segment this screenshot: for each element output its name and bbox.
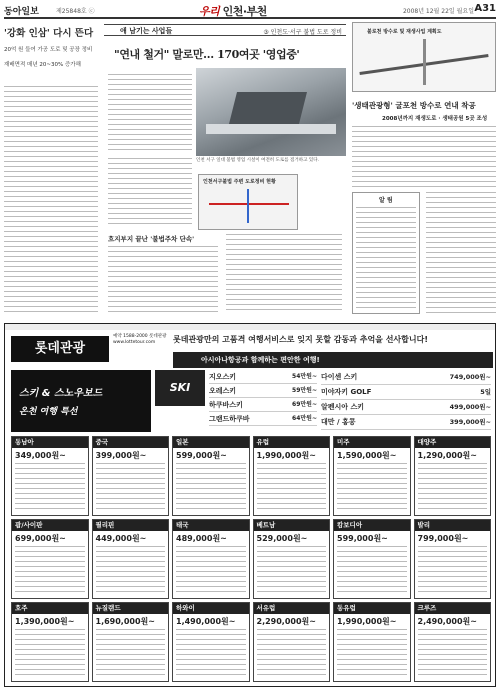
feature-map	[198, 174, 298, 230]
right-body-text	[352, 126, 496, 190]
package-details	[15, 546, 85, 595]
package-details	[96, 546, 166, 595]
package-price: 349,000원~	[15, 451, 66, 460]
package-details	[337, 463, 407, 512]
map-road-2	[423, 39, 426, 85]
package-price: 1,290,000원~	[417, 451, 477, 460]
travel-advertisement	[4, 323, 496, 687]
package-region: 뉴질랜드	[93, 603, 169, 614]
resort-list	[321, 370, 491, 432]
masthead	[4, 3, 496, 19]
left-subline-2: 재배면적 매년 20~30% 증가해	[4, 61, 81, 68]
package-price: 1,690,000원~	[95, 617, 155, 626]
left-body-text	[4, 86, 98, 312]
section-name: 인천·부천	[222, 5, 267, 18]
paper-name: 동아일보	[4, 7, 39, 17]
package-cell	[92, 602, 170, 682]
series-label: 애 남기는 사업들	[120, 27, 173, 35]
right-subline: 2008년까지 재생도로 · 생태공원 5곳 조성	[382, 116, 488, 122]
photo-caption: 인천 서구 일대 불법 영업 시설이 여전히 도로를 점거하고 있다.	[196, 158, 319, 163]
package-details	[96, 629, 166, 678]
package-cell	[92, 519, 170, 599]
feature-subheading: 흐지부지 끝난 '불법주차 단속'	[108, 235, 195, 243]
package-cell	[172, 519, 250, 599]
package-region: 괌/사이판	[12, 520, 88, 531]
hero-line-1: 스키 & 스노우보드	[19, 388, 103, 399]
package-price: 799,000원~	[417, 534, 469, 543]
right-article	[352, 22, 496, 318]
package-cell	[333, 519, 411, 599]
destination-item: 하쿠바스키 69만원~	[209, 398, 317, 412]
package-region: 태국	[173, 520, 249, 531]
destination-price: 69만원~	[292, 401, 317, 408]
map-route-line	[209, 203, 289, 205]
destination-price: 54만원~	[292, 373, 317, 380]
section-prefix: 우리	[199, 5, 220, 18]
package-details	[418, 629, 488, 678]
package-details	[176, 546, 246, 595]
package-cell	[414, 436, 492, 516]
issue-date: 2008년 12월 22일 월요일	[402, 8, 474, 15]
package-price: 1,390,000원~	[15, 617, 75, 626]
package-price: 699,000원~	[15, 534, 66, 543]
package-region: 일본	[173, 437, 249, 448]
notice-box	[352, 192, 420, 314]
package-details	[257, 463, 327, 512]
package-price: 599,000원~	[337, 534, 388, 543]
package-region: 크루즈	[415, 603, 491, 614]
right-map-title: 불로천 방수로 및 재생사업 계획도	[367, 29, 442, 35]
package-cell	[172, 602, 250, 682]
package-cell	[253, 519, 331, 599]
section-title	[199, 3, 267, 19]
package-region: 유럽	[254, 437, 330, 448]
page-number: A31	[474, 3, 496, 14]
package-cell	[11, 602, 89, 682]
package-price: 399,000원~	[95, 451, 147, 460]
package-region: 대양주	[415, 437, 491, 448]
package-details	[96, 463, 166, 512]
ad-airline-bar: 아시아나항공과 함께하는 편안한 여행!	[173, 352, 493, 368]
feature-series-tag	[104, 24, 346, 36]
issue-number: 제25848호 ⓒ	[56, 8, 95, 15]
package-cell	[11, 519, 89, 599]
feature-body-text-4	[226, 234, 342, 312]
package-details	[418, 463, 488, 512]
package-region: 서유럽	[254, 603, 330, 614]
series-subtitle: ③ 인천도·서구 불법 도로 정비	[263, 29, 342, 36]
notice-body	[356, 207, 416, 311]
package-price: 1,590,000원~	[337, 451, 397, 460]
package-region: 동남아	[12, 437, 88, 448]
feature-article	[104, 22, 346, 318]
feature-headline: "연내 철거" 말로만… 170여곳 '영업중'	[114, 48, 300, 61]
package-cell	[92, 436, 170, 516]
notice-title: 알 림	[379, 197, 393, 204]
package-details	[257, 546, 327, 595]
resort-item: 알펜시아 스키 499,000원~	[321, 400, 491, 415]
package-details	[337, 546, 407, 595]
destination-price: 59만원~	[292, 387, 317, 394]
package-price: 2,490,000원~	[417, 617, 477, 626]
destination-item: 지오스키 54만원~	[209, 370, 317, 384]
package-region: 동유럽	[334, 603, 410, 614]
package-cell	[253, 436, 331, 516]
resort-price: 399,000원~	[449, 418, 491, 426]
ad-top-strip	[5, 324, 495, 330]
package-region: 발리	[415, 520, 491, 531]
package-price: 449,000원~	[95, 534, 147, 543]
package-cell	[333, 602, 411, 682]
ski-badge: SKI	[155, 370, 205, 406]
package-region: 필리핀	[93, 520, 169, 531]
map-title: 인천서구불법 주변 도로정비 현황	[203, 179, 276, 185]
feature-photo	[196, 68, 346, 156]
package-price: 489,000원~	[176, 534, 227, 543]
package-region: 호주	[12, 603, 88, 614]
package-details	[15, 629, 85, 678]
package-price: 1,490,000원~	[176, 617, 236, 626]
destination-item: 오레스키 59만원~	[209, 384, 317, 398]
resort-item: 대만 / 홍콩 399,000원~	[321, 415, 491, 430]
package-cell	[414, 519, 492, 599]
package-region: 베트남	[254, 520, 330, 531]
package-cell	[333, 436, 411, 516]
package-cell	[253, 602, 331, 682]
package-region: 중국	[93, 437, 169, 448]
right-headline: '생태관광형' 굴포천 방수로 연내 착공	[352, 101, 476, 110]
package-region: 캄보디아	[334, 520, 410, 531]
package-grid	[11, 436, 491, 682]
destination-price: 64만원~	[292, 415, 317, 422]
package-details	[176, 629, 246, 678]
package-region: 미주	[334, 437, 410, 448]
resort-price: 749,000원~	[449, 373, 491, 381]
map-route-line-2	[247, 189, 249, 223]
ad-hero	[11, 370, 151, 432]
resort-price: 499,000원~	[449, 403, 491, 411]
feature-body-text-3	[108, 246, 218, 312]
package-details	[257, 629, 327, 678]
package-details	[337, 629, 407, 678]
resort-price: 5일	[480, 388, 491, 396]
package-price: 599,000원~	[176, 451, 227, 460]
left-article	[4, 22, 98, 318]
package-price: 2,290,000원~	[256, 617, 316, 626]
hero-line-2: 온천 여행 특선	[19, 407, 78, 417]
resort-item: 미야자키 GOLF 5일	[321, 385, 491, 400]
package-cell	[11, 436, 89, 516]
package-region: 하와이	[173, 603, 249, 614]
ski-destinations	[209, 370, 317, 432]
package-cell	[172, 436, 250, 516]
right-map	[352, 22, 496, 92]
package-details	[418, 546, 488, 595]
package-price: 529,000원~	[256, 534, 308, 543]
right-body-text-2	[426, 192, 496, 314]
feature-body-text-2	[108, 158, 192, 228]
package-details	[176, 463, 246, 512]
package-price: 1,990,000원~	[256, 451, 316, 460]
left-subline-1: 20억 원 들여 가공 도로 및 공장 정비	[4, 47, 93, 54]
ad-logo: 롯데관광	[11, 336, 109, 362]
ad-slogan: 롯데관광만의 고품격 여행서비스로 잊지 못할 감동과 추억을 선사합니다!	[173, 335, 428, 344]
destination-item: 그랜드하쿠바 64만원~	[209, 412, 317, 426]
left-headline: '강화 인삼' 다시 뜬다	[4, 28, 94, 39]
resort-item: 다이센 스키 749,000원~	[321, 370, 491, 385]
package-price: 1,990,000원~	[337, 617, 397, 626]
package-cell	[414, 602, 492, 682]
feature-body-text-1	[108, 74, 192, 154]
package-details	[15, 463, 85, 512]
ad-hotline: 예약 1588-2000 롯데관광 www.lottetour.com	[113, 334, 167, 346]
